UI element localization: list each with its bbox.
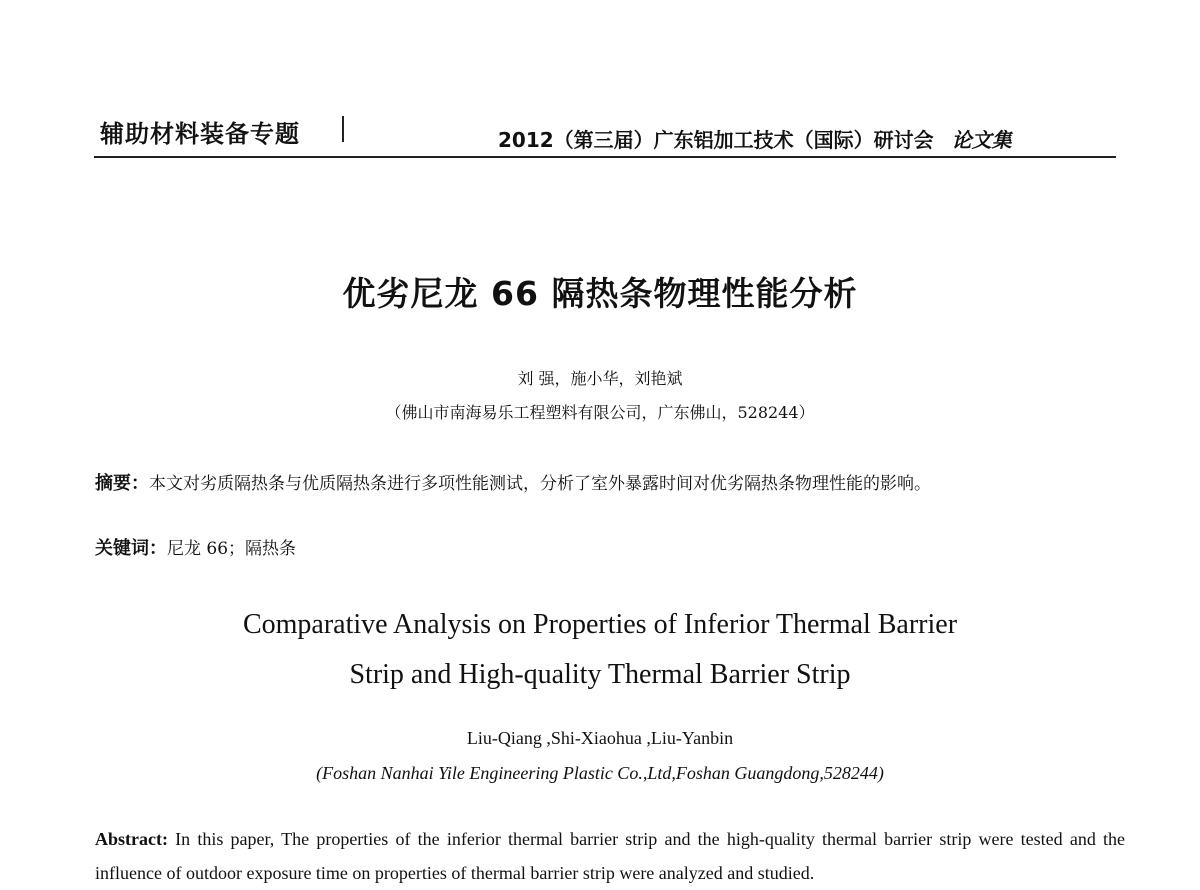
abstract-en-label: Abstract: [95, 829, 168, 849]
abstract-en [95, 822, 1125, 890]
keywords-zh [95, 534, 296, 560]
collection-label: 论文集 [951, 128, 1012, 152]
paper-title-en [0, 600, 1200, 700]
paper-title-en-line2: Strip and High-quality Thermal Barrier Strip [349, 659, 851, 690]
affiliation-zh: （佛山市南海易乐工程塑料有限公司，广东佛山，528244） [385, 403, 815, 422]
running-header-conference [498, 124, 1012, 153]
header-divider [342, 116, 344, 142]
abstract-zh [95, 469, 931, 495]
keywords-zh-text: 尼龙 66；隔热条 [167, 539, 297, 559]
affiliation-en: (Foshan Nanhai Yile Engineering Plastic Co.,Ltd,Foshan Guangdong,528244) [316, 763, 884, 783]
authors-en: Liu-Qiang ,Shi-Xiaohua ,Liu-Yanbin [466, 728, 734, 748]
paper-title-zh: 优劣尼龙 66 隔热条物理性能分析 [342, 274, 858, 313]
conference-title: 2012（第三届）广东铝加工技术（国际）研讨会 [498, 128, 934, 152]
authors-zh: 刘 强，施小华，刘艳斌 [517, 369, 683, 388]
paper-title-en-line1: Comparative Analysis on Properties of Inferior Thermal Barrier [242, 609, 958, 640]
keywords-zh-label: 关键词： [95, 538, 167, 559]
abstract-en-text: In this paper, The properties of the inferior thermal barrier strip and the high-quality thermal barrier strip were tested and the influence of outdoor exposure time on properties of thermal barrier strip were analyzed and studied. [95, 829, 1126, 883]
header-rule [94, 156, 1116, 158]
abstract-zh-text: 本文对劣质隔热条与优质隔热条进行多项性能测试，分析了室外暴露时间对优劣隔热条物理性能的影响。 [149, 474, 931, 494]
abstract-zh-label: 摘要： [95, 473, 149, 494]
running-header-section: 辅助材料装备专题 [100, 120, 300, 148]
